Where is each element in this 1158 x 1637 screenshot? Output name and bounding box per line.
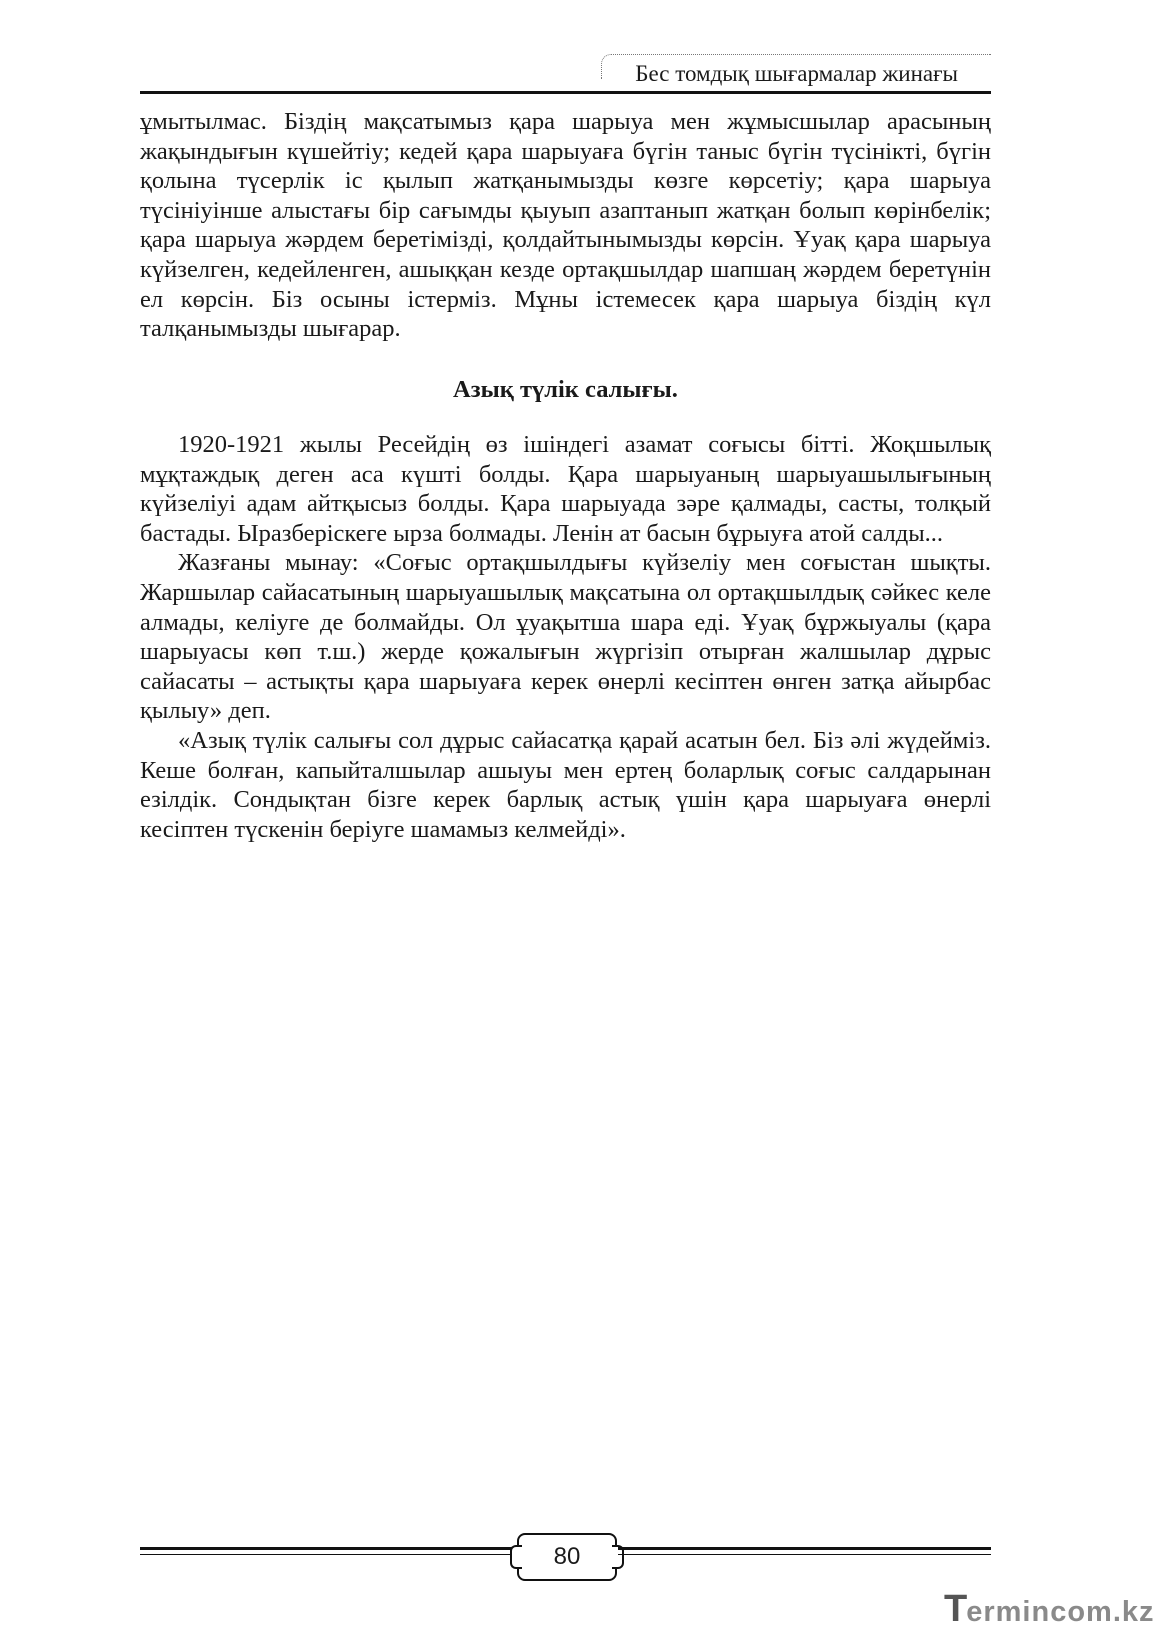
page-number: 80 (553, 1543, 581, 1570)
watermark-text: ermincom.kz (966, 1596, 1155, 1628)
site-watermark-logo (944, 1588, 1155, 1631)
paragraph: ұмытылмас. Біздің мақсатымыз қара шарыуа мен жұмысшылар арасының жақындығын күшейтіу; кедей қара шарыуаға бүгін таныс бүгін түсінікті, бүгін қолына түсерлік іс қылып жатқанымызды көзге көрсетіу; қара шарыуа түсініуінше алыстағы бір сағымды қыуып азаптанып жатқан болып көрінбелік; қара шарыуа жәрдем беретімізді, қолдайтынымызды көрсін. Ұуақ қара шарыуа күйзелген, кедейленген, ашыққан кезде ортақшылдар шапшаң жәрдем беретүнін ел көрсін. Біз осыны істерміз. Мұны істемесек қара шарыуа біздің күл талқанымызды шығарар. (140, 108, 991, 343)
page-number-box (517, 1533, 617, 1581)
paragraph: «Азық түлік салығы сол дұрыс сайасатқа қарай асатын бел. Біз әлі жүдейміз. Кеше болған, капыйталшылар ашыуы мен ертең боларлық соғыс салдарынан езілдік. Сондықтан бізге керек барлық астық үшін қара шарыуаға өнерлі кесіптен түскенін беріуге шамамыз келмейді». (140, 726, 991, 843)
header-rule (140, 91, 991, 94)
paragraph: Жазғаны мынау: «Соғыс ортақшылдығы күйзеліу мен соғыстан шықты. Жаршылар сайасатының шарыуашылық мақсатына ол ортақшылдық сәйкес келе алмады, келіуге де болмайды. Ол ұуақытша шара еді. Ұуақ бұржыуалы (қара шарыуасы көп т.ш.) жерде қожалығын жүргізіп отырған жалшылар дұрыс сайасаты – астықты қара шарыуаға керек өнерлі кесіптен өнген затқа айырбас қылыу» деп. (140, 549, 991, 725)
section-heading: Азық түлік салығы. (453, 376, 678, 403)
footer-rule-right (618, 1547, 991, 1555)
watermark-initial: T (944, 1588, 969, 1630)
book-title-header: Бес томдық шығармалар жинағы (635, 61, 958, 86)
footer-rule-left (140, 1547, 512, 1555)
paragraph: 1920-1921 жылы Ресейдің өз ішіндегі азамат соғысы бітті. Жоқшылық мұқтаждық деген аса күшті болды. Қара шарыуаның шарыуашылығының күйзеліуі адам айтқысыз болды. Қара шарыуада зәре қалмады, састы, толқый бастады. Ыразберіскеге ырза болмады. Ленін ат басын бұрыуға атой салды... (140, 431, 991, 547)
intro-text-block (140, 107, 991, 344)
section-text-block (140, 430, 991, 844)
